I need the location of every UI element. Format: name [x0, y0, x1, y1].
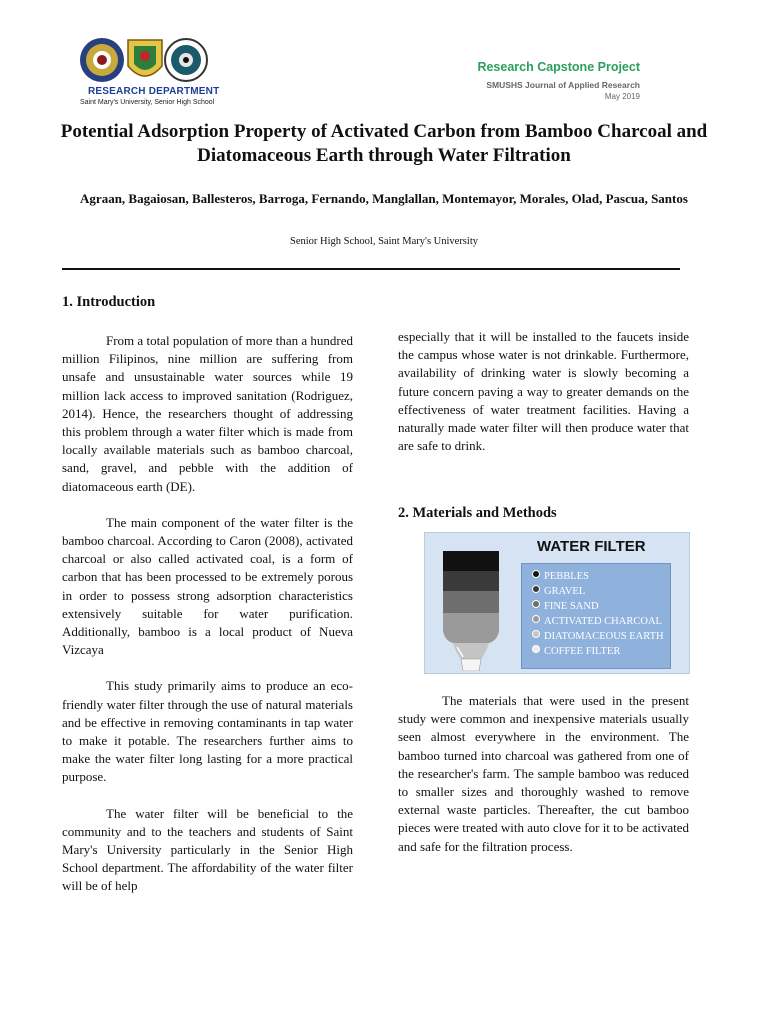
- seal-logo-1: [80, 38, 124, 82]
- seal-logo-2: [128, 40, 162, 76]
- legend-dot-icon: [532, 600, 540, 608]
- introduction-heading: 1. Introduction: [62, 294, 156, 310]
- legend-item-diatomaceous-earth: DIATOMACEOUS EARTH: [532, 630, 664, 642]
- layer-pebbles-band: [443, 551, 499, 571]
- methods-paragraph: The materials that were used in the present study were common and inexpensive materials usually seen almost everywhere in the environment. The bamboo turned into charcoal was gathered from one of the researcher's farm. The sample bamboo was reduced to smaller sizes and thoroughly washed to remove external waste particles. Thereafter, the cut bamboo pieces were treated with auto clove for it to be activated and safe for the filtration process.: [398, 693, 689, 854]
- header-divider: [62, 268, 680, 270]
- intro-paragraph-2: The main component of the water filter is the bamboo charcoal. According to Caron (2008), activated charcoal or also called activated coal, is a form of carbon that has been processed to be extremely porous in order to possess strong adsorption characteristics extensively suitable for water purification. Additionally, bamboo is a local product of Nueva Vizcaya: [62, 514, 353, 658]
- legend-item-coffee-filter: COFFEE FILTER: [532, 645, 620, 657]
- legend-dot-icon: [532, 570, 540, 578]
- intro-paragraph-4: The water filter will be beneficial to the community and to the teachers and students of Saint Mary's University particularly in the Senior High School department. The affordability of the water filter will be of help: [62, 805, 353, 894]
- methods-heading: 2. Materials and Methods: [398, 505, 557, 521]
- introduction-body: [62, 332, 353, 914]
- paper-title: Potential Adsorption Property of Activated Carbon from Bamboo Charcoal and Diatomaceous Earth through Water Filtration: [60, 121, 708, 166]
- water-filter-figure: [424, 532, 690, 674]
- intro-continuation-paragraph: especially that it will be installed to the faucets inside the campus whose water is not drinkable. Furthermore, availability of drinking water is slowly becoming a future concern paving a way to greater demands on the effectiveness of water treatment facilities. Having a naturally made water filter will then produce water that are safe to drink.: [398, 329, 689, 454]
- intro-paragraph-1: From a total population of more than a hundred million Filipinos, nine million are suffering from unsafe and unsustainable water sources while 19 million lack access to improved sanitation (Rodriguez, 2014). Hence, the researchers thought of addressing this problem through a water filter which is made from locally available materials such as bamboo charcoal, sand, gravel, and pebble with the addition of diatomaceous earth (DE).: [62, 333, 353, 494]
- paper-affiliation: Senior High School, Saint Mary's University: [290, 236, 478, 247]
- bottle-neck: [461, 659, 481, 671]
- introduction-continuation: [398, 328, 689, 455]
- intro-paragraph-3: This study primarily aims to produce an eco-friendly water filter through the use of natural materials and be effective in removing contaminants in tap water to make it potable. The researchers further aims to make the water filter long lasting for a more practical purpose.: [62, 678, 353, 785]
- layer-charcoal-band: [443, 613, 499, 643]
- department-label: RESEARCH DEPARTMENT: [88, 86, 220, 97]
- figure-title: WATER FILTER: [537, 538, 646, 555]
- department-sublabel: Saint Mary's University, Senior High School: [80, 99, 215, 106]
- legend-dot-icon: [532, 585, 540, 593]
- filter-bottle-illustration: [441, 551, 501, 671]
- layer-diatomaceous-band: [453, 643, 489, 659]
- legend-dot-icon: [532, 645, 540, 653]
- paper-authors: Agraan, Bagaiosan, Ballesteros, Barroga, Fernando, Manglallan, Montemayor, Morales, Olad, Pascua, Santos: [80, 191, 688, 206]
- capstone-label: Research Capstone Project: [477, 60, 640, 74]
- legend-dot-icon: [532, 630, 540, 638]
- layer-fine-sand-band: [443, 591, 499, 613]
- university-logos: [80, 36, 210, 86]
- publication-date: May 2019: [604, 92, 640, 101]
- legend-item-activated-charcoal: ACTIVATED CHARCOAL: [532, 615, 662, 627]
- methods-body: [398, 692, 689, 856]
- layer-gravel-band: [443, 571, 499, 591]
- seal-logo-3: [165, 39, 207, 81]
- legend-dot-icon: [532, 615, 540, 623]
- filter-layer-legend: [521, 563, 671, 669]
- legend-item-fine-sand: FINE SAND: [532, 600, 599, 612]
- legend-item-gravel: GRAVEL: [532, 585, 585, 597]
- legend-item-pebbles: PEBBLES: [532, 570, 589, 582]
- journal-name: SMUSHS Journal of Applied Research: [486, 80, 640, 90]
